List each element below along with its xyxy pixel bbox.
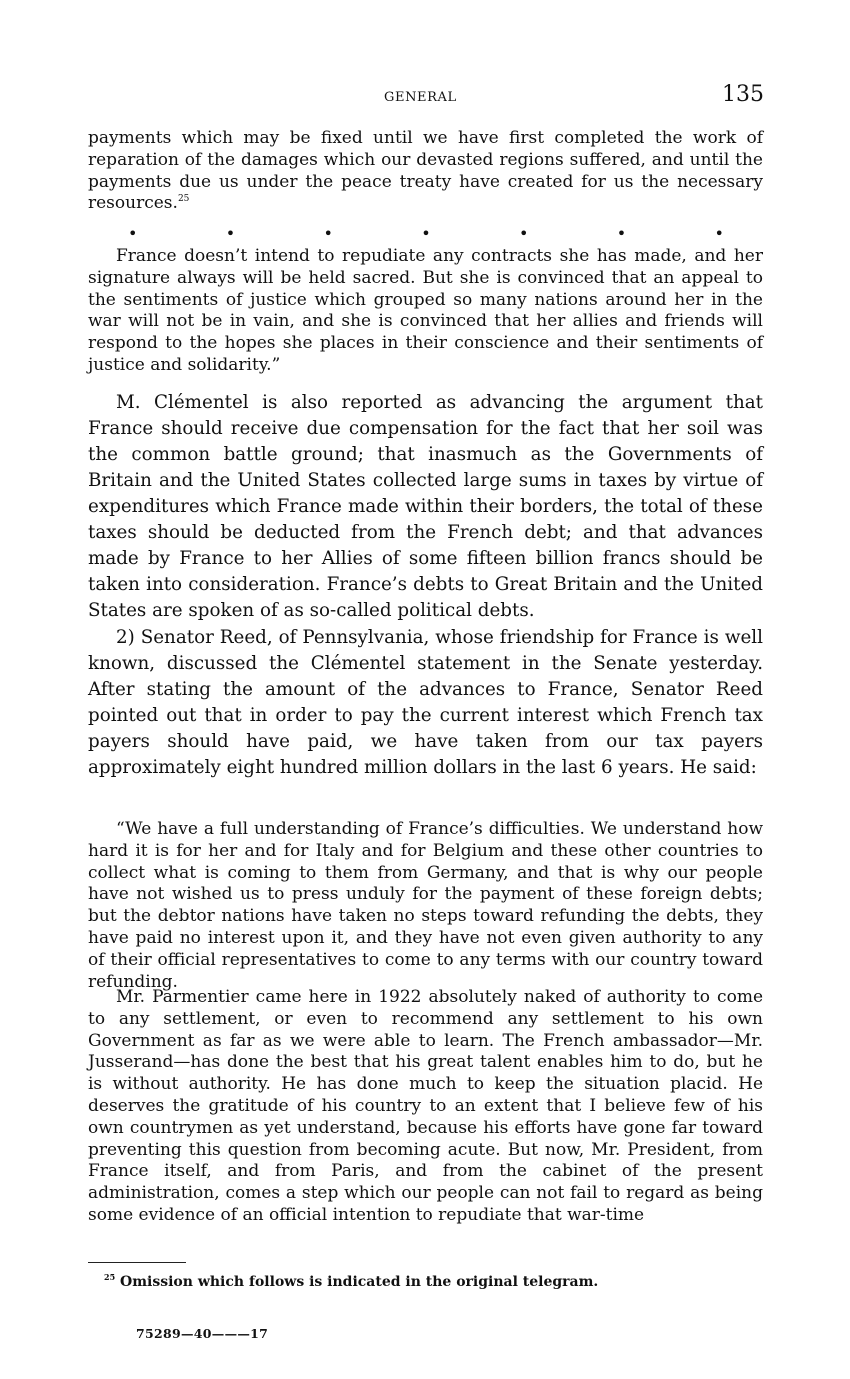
running-title: GENERAL (384, 90, 457, 105)
footnote-rule (88, 1262, 186, 1263)
ellipsis-dot: • (128, 224, 138, 243)
ellipsis-dot: • (519, 224, 529, 243)
reed-quote-paragraph: Mr. Parmentier came here in 1922 absolutely naked of authority to come to any settlement, or even to recommend any settlement to his own Government as far as we were able to learn. The French ambassador—Mr. Jusserand—has done the best that his great talent enables him to do, but he is without authority. He has done much to keep the situation placid. He deserves the gratitude of his country to an extent that I believe few of his own countrymen as yet understand, because his efforts have gone far toward preventing this question from becoming acute. But now, Mr. President, from France itself, and from Paris, and from the cabinet of the present administration, comes a step which our people can not fail to regard as being some evidence of an official intention to repudiate that war-time (88, 987, 763, 1225)
ellipsis-dot: • (323, 224, 333, 243)
page-number: 135 (722, 82, 764, 107)
ellipsis-dot: • (714, 224, 724, 243)
quote-continuation-text: payments which may be fixed until we have first completed the work of reparation of the damages which our devasted regions suffered, and until the payments due us under the peace treaty have created for us the necessary resources. (88, 128, 763, 214)
quote-france-paragraph: France doesn’t intend to repudiate any contracts she has made, and her signature always will be held sacred. But she is convinced that an appeal to the sentiments of justice which grouped so many nations around her in the war will not be in vain, and she is convinced that her allies and friends will respond to the hopes she places in their conscience and their sentiments of justice and solidarity.” (88, 246, 763, 375)
footnote-marker: 25 (104, 1272, 116, 1282)
body-paragraph-clementel: M. Clémentel is also reported as advancing the argument that France should receive due compensation for the fact that her soil was the common battle ground; that inasmuch as the Governments of Britain and the United States collected large sums in taxes by virtue of expenditures which France made within their borders, the total of these taxes should be deducted from the French debt; and that advances made by France to her Allies of some fifteen billion francs should be taken into consideration. France’s debts to Great Britain and the United States are spoken of as so-called political debts. (88, 392, 763, 621)
ellipsis-dot: • (421, 224, 431, 243)
body-paragraph-reed: 2) Senator Reed, of Pennsylvania, whose friendship for France is well known, discussed the Clémentel statement in the Senate yesterday. After stating the amount of the advances to France, Senator Reed pointed out that in order to pay the current interest which French tax payers should have paid, we have taken from our tax payers approximately eight hundred million dollars in the last 6 years. He said: (88, 627, 763, 778)
quote-continuation (88, 128, 763, 215)
ellipsis-dot: • (616, 224, 627, 243)
printer-code: 75289—40———17 (136, 1326, 269, 1341)
footnote (104, 1274, 598, 1290)
running-header (0, 82, 850, 112)
ellipsis-dots (128, 226, 724, 242)
footnote-reference: 25 (177, 194, 190, 205)
reed-quote-paragraph: “We have a full understanding of France’s difficulties. We understand how hard it is for her and for Italy and for Belgium and these other countries to collect what is coming to them from Germany, and that is why our people have not wished us to press unduly for the payment of these foreign debts; but the debtor nations have taken no steps toward refunding the debts, they have paid no interest upon it, and they have not even given authority to any of their official representatives to come to any terms with our country toward refunding. (88, 819, 763, 992)
footnote-text: Omission which follows is indicated in the original telegram. (120, 1274, 599, 1290)
ellipsis-dot: • (225, 224, 236, 243)
